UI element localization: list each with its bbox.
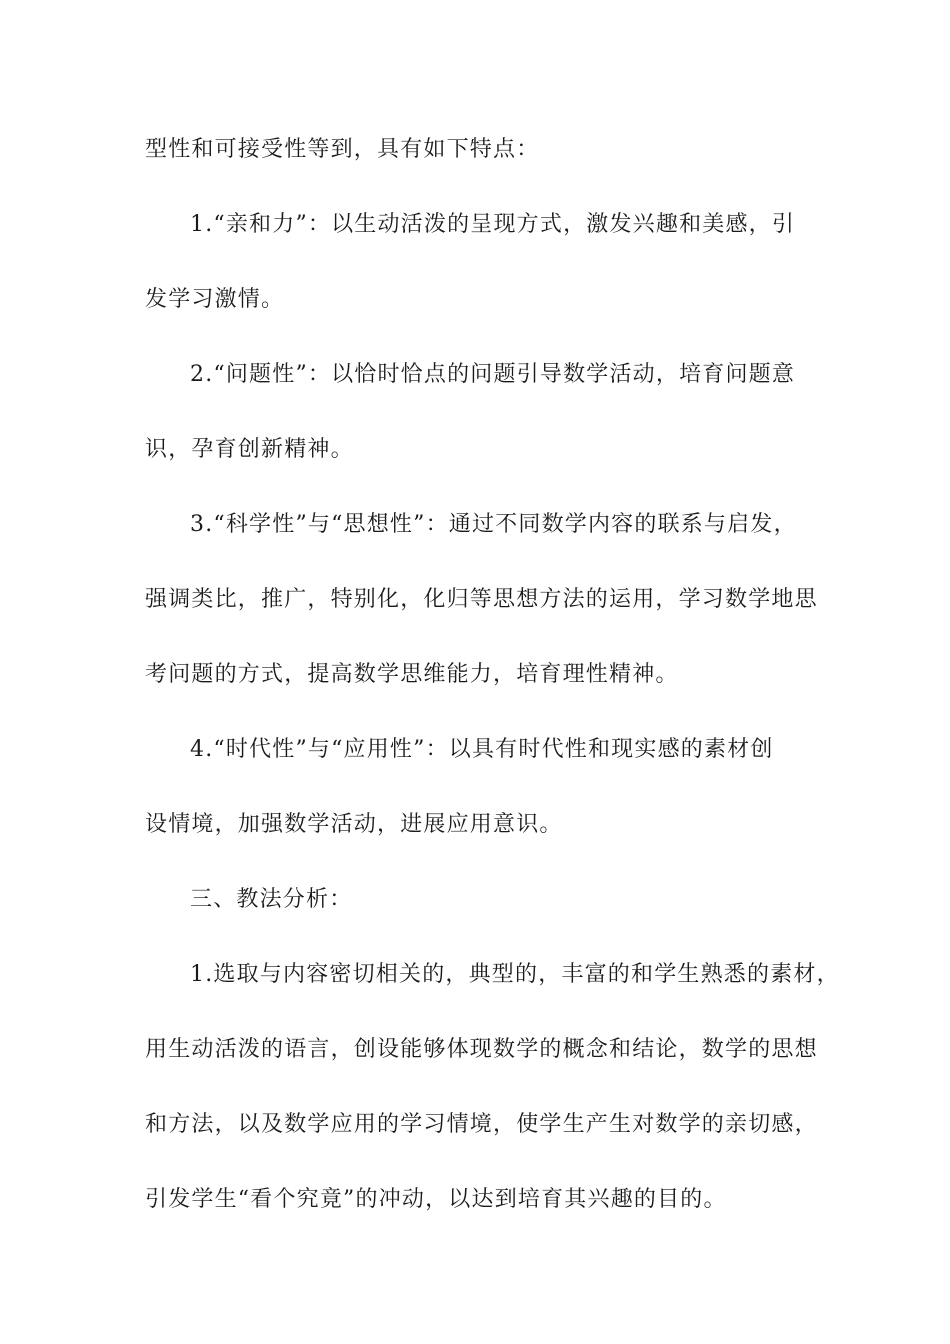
- text-line: 和方法，以及数学应用的学习情境，使学生产生对数学的亲切感，: [145, 1112, 818, 1137]
- text-line: 识，孕育创新精神。: [145, 437, 354, 462]
- text-line: 3.“科学性”与“思想性”：通过不同数学内容的联系与启发，: [190, 512, 797, 537]
- text-line: 型性和可接受性等到，具有如下特点：: [145, 137, 540, 162]
- text-line: 发学习激情。: [145, 287, 285, 312]
- text-line: 考问题的方式，提高数学思维能力，培育理性精神。: [145, 662, 679, 687]
- section-heading: 三、教法分析：: [190, 887, 353, 912]
- text-line: 2.“问题性”：以恰时恰点的问题引导数学活动，培育问题意: [190, 362, 796, 387]
- text-line: 1.“亲和力”：以生动活泼的呈现方式，激发兴趣和美感，引: [190, 212, 796, 237]
- text-line: 引发学生“看个究竟”的冲动，以达到培育其兴趣的目的。: [145, 1187, 727, 1212]
- text-line: 1.选取与内容密切相关的，典型的，丰富的和学生熟悉的素材，: [190, 962, 840, 987]
- text-line: 设情境，加强数学活动，进展应用意识。: [145, 812, 563, 837]
- text-line: 强调类比，推广，特别化，化归等思想方法的运用，学习数学地思: [145, 587, 818, 612]
- text-line: 4.“时代性”与“应用性”：以具有时代性和现实感的素材创: [190, 737, 774, 762]
- text-line: 用生动活泼的语言，创设能够体现数学的概念和结论，数学的思想: [145, 1037, 818, 1062]
